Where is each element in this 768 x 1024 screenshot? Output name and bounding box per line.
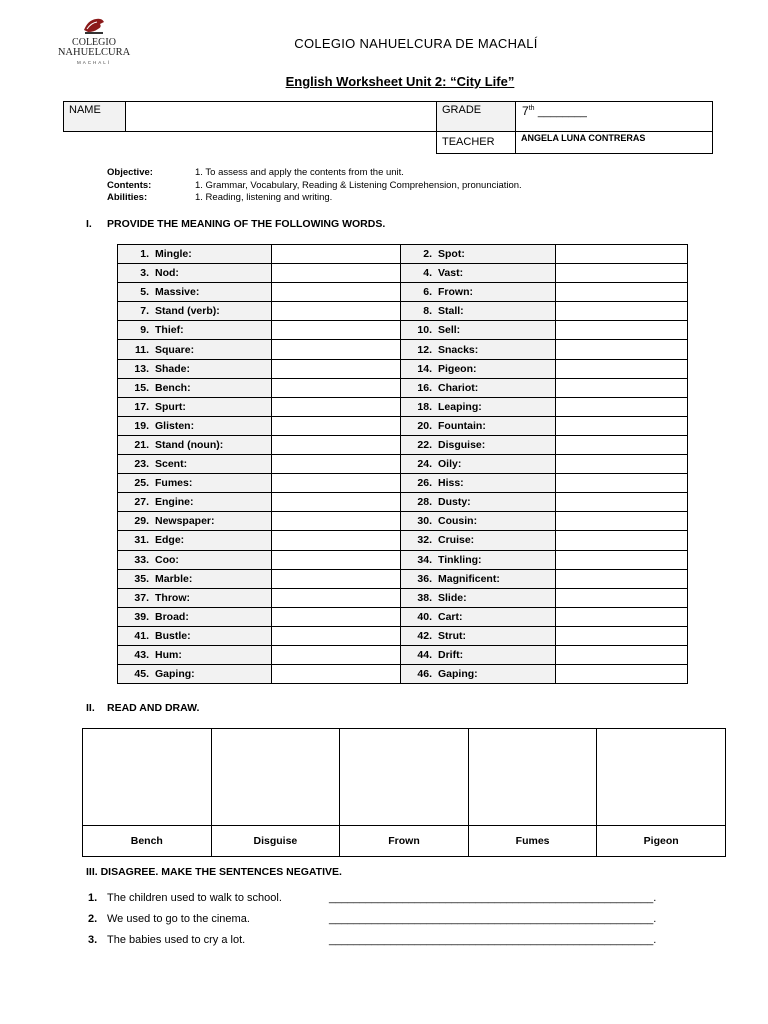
contents-label: Contents: bbox=[107, 179, 152, 191]
vocab-word: Disguise: bbox=[438, 438, 486, 451]
vocabulary-table bbox=[117, 244, 687, 684]
vocab-answer-cell[interactable] bbox=[556, 245, 688, 264]
vocab-word-cell bbox=[401, 645, 556, 664]
section-3-title: DISAGREE. MAKE THE SENTENCES NEGATIVE. bbox=[100, 866, 342, 878]
vocab-word: Slide: bbox=[438, 591, 467, 604]
vocab-word-cell bbox=[118, 645, 272, 664]
school-name: COLEGIO NAHUELCURA DE MACHALÍ bbox=[294, 36, 538, 51]
vocab-number: 15. bbox=[134, 381, 149, 394]
vocab-word-cell bbox=[401, 607, 556, 626]
vocab-word: Bustle: bbox=[155, 629, 191, 642]
objective-row bbox=[107, 167, 522, 180]
vocabulary-row bbox=[118, 359, 688, 378]
vocab-answer-cell[interactable] bbox=[556, 474, 688, 493]
vocab-number: 12. bbox=[417, 343, 432, 356]
vocabulary-row bbox=[118, 302, 688, 321]
abilities-row bbox=[107, 192, 522, 205]
logo-line-3: MACHALÍ bbox=[76, 60, 111, 65]
draw-box[interactable] bbox=[340, 729, 469, 826]
section-2-title: READ AND DRAW. bbox=[107, 702, 200, 714]
vocab-word: Engine: bbox=[155, 496, 194, 509]
vocab-answer-cell[interactable] bbox=[272, 302, 401, 321]
vocab-word: Spurt: bbox=[155, 400, 186, 413]
vocabulary-row bbox=[118, 588, 688, 607]
vocab-word-cell bbox=[118, 607, 272, 626]
vocab-number: 30. bbox=[417, 515, 432, 528]
vocab-number: 21. bbox=[134, 438, 149, 451]
vocab-answer-cell[interactable] bbox=[272, 569, 401, 588]
vocab-number: 28. bbox=[417, 496, 432, 509]
vocab-word: Edge: bbox=[155, 534, 185, 547]
vocab-answer-cell[interactable] bbox=[556, 378, 688, 397]
vocab-word: Throw: bbox=[155, 591, 190, 604]
vocab-answer-cell[interactable] bbox=[272, 397, 401, 416]
vocab-number: 39. bbox=[134, 610, 149, 623]
vocab-word-cell bbox=[401, 321, 556, 340]
name-field[interactable] bbox=[125, 101, 437, 132]
vocab-word-cell bbox=[401, 588, 556, 607]
contents-text: 1. Grammar, Vocabulary, Reading & Listening Comprehension, pronunciation. bbox=[195, 179, 522, 191]
vocabulary-row bbox=[118, 512, 688, 531]
section-2-numeral: II. bbox=[86, 702, 95, 714]
vocab-word: Hum: bbox=[155, 649, 182, 662]
vocab-answer-cell[interactable] bbox=[556, 607, 688, 626]
sentence-text: The children used to walk to school. bbox=[107, 892, 282, 904]
draw-label: Disguise bbox=[211, 826, 340, 857]
vocabulary-row bbox=[118, 665, 688, 684]
answer-line[interactable]: _____________________________________________________. bbox=[329, 934, 657, 946]
draw-table bbox=[82, 728, 726, 853]
vocab-answer-cell[interactable] bbox=[272, 665, 401, 684]
vocab-word-cell bbox=[401, 550, 556, 569]
vocab-word-cell bbox=[401, 416, 556, 435]
vocab-answer-cell[interactable] bbox=[272, 435, 401, 454]
vocabulary-row bbox=[118, 493, 688, 512]
vocab-word-cell bbox=[118, 378, 272, 397]
vocab-number: 24. bbox=[417, 458, 432, 471]
vocab-number: 5. bbox=[140, 286, 149, 299]
vocab-word: Vast: bbox=[438, 267, 464, 280]
vocab-word-cell bbox=[401, 665, 556, 684]
teacher-label: TEACHER bbox=[442, 136, 495, 148]
section-2-heading bbox=[86, 702, 199, 714]
vocab-answer-cell[interactable] bbox=[556, 340, 688, 359]
draw-label: Fumes bbox=[468, 826, 597, 857]
teacher-field bbox=[515, 131, 713, 154]
vocabulary-row bbox=[118, 416, 688, 435]
vocab-word: Sell: bbox=[438, 324, 461, 337]
vocab-number: 2. bbox=[423, 248, 432, 261]
grade-label: GRADE bbox=[442, 104, 482, 116]
vocab-word-cell bbox=[118, 665, 272, 684]
objective-label: Objective: bbox=[107, 167, 153, 178]
vocab-number: 18. bbox=[417, 400, 432, 413]
section-3-heading bbox=[86, 866, 342, 878]
vocab-word: Drift: bbox=[438, 649, 464, 662]
vocab-word-cell bbox=[118, 416, 272, 435]
vocab-number: 19. bbox=[134, 419, 149, 432]
vocab-word: Gaping: bbox=[155, 668, 195, 681]
vocab-answer-cell[interactable] bbox=[272, 321, 401, 340]
vocab-answer-cell[interactable] bbox=[556, 512, 688, 531]
vocab-word-cell bbox=[118, 359, 272, 378]
vocabulary-row bbox=[118, 569, 688, 588]
sentence-row bbox=[88, 892, 688, 904]
name-label: NAME bbox=[69, 104, 101, 116]
vocab-word-cell bbox=[401, 397, 556, 416]
vocab-number: 45. bbox=[134, 668, 149, 681]
vocabulary-row bbox=[118, 645, 688, 664]
vocab-number: 46. bbox=[417, 668, 432, 681]
grade-sup: th bbox=[528, 105, 535, 112]
vocab-word: Thief: bbox=[155, 324, 184, 337]
vocab-word: Strut: bbox=[438, 629, 466, 642]
logo-line-2: NAHUELCURA bbox=[57, 47, 131, 58]
vocab-word-cell bbox=[118, 302, 272, 321]
worksheet-title: English Worksheet Unit 2: “City Life” bbox=[285, 74, 515, 89]
vocab-number: 26. bbox=[417, 477, 432, 490]
vocab-number: 17. bbox=[134, 400, 149, 413]
vocab-word-cell bbox=[401, 378, 556, 397]
vocab-word: Magnificent: bbox=[438, 572, 500, 585]
grade-field[interactable] bbox=[515, 101, 713, 132]
vocab-answer-cell[interactable] bbox=[556, 435, 688, 454]
objectives-block bbox=[107, 167, 522, 205]
vocab-answer-cell[interactable] bbox=[556, 665, 688, 684]
answer-line[interactable]: _____________________________________________________. bbox=[329, 913, 657, 925]
vocab-word: Oily: bbox=[438, 458, 462, 471]
vocab-word-cell bbox=[401, 474, 556, 493]
vocab-number: 43. bbox=[134, 649, 149, 662]
vocab-word-cell bbox=[401, 302, 556, 321]
vocab-word: Mingle: bbox=[155, 248, 192, 261]
vocab-word-cell bbox=[118, 474, 272, 493]
vocabulary-row bbox=[118, 626, 688, 645]
sentence-number: 1. bbox=[88, 892, 98, 904]
vocab-word: Scent: bbox=[155, 458, 188, 471]
vocab-word-cell bbox=[401, 264, 556, 283]
vocab-answer-cell[interactable] bbox=[556, 321, 688, 340]
grade-value: 7 bbox=[522, 104, 529, 118]
grade-blank: ________ bbox=[537, 106, 587, 118]
vocabulary-row bbox=[118, 321, 688, 340]
vocab-answer-cell[interactable] bbox=[556, 397, 688, 416]
vocab-word-cell bbox=[401, 531, 556, 550]
vocab-word: Snacks: bbox=[438, 343, 479, 356]
vocab-number: 11. bbox=[134, 343, 149, 356]
vocab-word: Dusty: bbox=[438, 496, 471, 509]
vocab-word: Cruise: bbox=[438, 534, 475, 547]
vocab-word-cell bbox=[118, 493, 272, 512]
vocab-word: Nod: bbox=[155, 267, 179, 280]
vocab-answer-cell[interactable] bbox=[556, 588, 688, 607]
vocab-word-cell bbox=[401, 626, 556, 645]
draw-box[interactable] bbox=[597, 729, 726, 826]
vocab-word: Spot: bbox=[438, 248, 465, 261]
vocab-number: 29. bbox=[134, 515, 149, 528]
draw-box[interactable] bbox=[211, 729, 340, 826]
vocab-word-cell bbox=[401, 283, 556, 302]
sentence-row bbox=[88, 934, 688, 946]
draw-box[interactable] bbox=[83, 729, 212, 826]
vocab-word-cell bbox=[401, 512, 556, 531]
vocab-word-cell bbox=[118, 512, 272, 531]
vocab-number: 14. bbox=[417, 362, 432, 375]
vocab-word: Bench: bbox=[155, 381, 191, 394]
vocab-answer-cell[interactable] bbox=[272, 340, 401, 359]
answer-line[interactable]: _____________________________________________________. bbox=[329, 892, 657, 904]
vocab-answer-cell[interactable] bbox=[272, 493, 401, 512]
vocab-word-cell bbox=[401, 435, 556, 454]
vocab-number: 10. bbox=[417, 324, 432, 337]
section-1-heading bbox=[86, 218, 385, 230]
vocabulary-row bbox=[118, 474, 688, 493]
vocab-word: Massive: bbox=[155, 286, 200, 299]
vocab-number: 4. bbox=[423, 267, 432, 280]
vocab-word: Fountain: bbox=[438, 419, 486, 432]
vocab-word-cell bbox=[401, 340, 556, 359]
section-1-title: PROVIDE THE MEANING OF THE FOLLOWING WORDS. bbox=[107, 218, 386, 230]
teacher-label-cell bbox=[436, 131, 516, 154]
vocab-word: Coo: bbox=[155, 553, 179, 566]
abilities-label: Abilities: bbox=[107, 192, 148, 203]
vocab-number: 31. bbox=[134, 534, 149, 547]
vocab-number: 8. bbox=[423, 305, 432, 318]
vocab-answer-cell[interactable] bbox=[272, 264, 401, 283]
vocab-word-cell bbox=[401, 569, 556, 588]
vocab-answer-cell[interactable] bbox=[556, 359, 688, 378]
section-3-numeral: III. bbox=[86, 866, 98, 878]
vocab-word: Tinkling: bbox=[438, 553, 482, 566]
vocab-word-cell bbox=[118, 245, 272, 264]
vocabulary-row bbox=[118, 264, 688, 283]
vocab-word-cell bbox=[118, 321, 272, 340]
vocab-word: Chariot: bbox=[438, 381, 479, 394]
vocabulary-row bbox=[118, 378, 688, 397]
vocab-word: Frown: bbox=[438, 286, 473, 299]
vocab-word: Stand (verb): bbox=[155, 305, 220, 318]
vocab-number: 33. bbox=[134, 553, 149, 566]
vocab-word-cell bbox=[118, 588, 272, 607]
sentence-row bbox=[88, 913, 688, 925]
vocab-word: Stall: bbox=[438, 305, 464, 318]
vocab-answer-cell[interactable] bbox=[272, 416, 401, 435]
vocab-number: 6. bbox=[423, 286, 432, 299]
vocab-answer-cell[interactable] bbox=[272, 455, 401, 474]
vocab-word-cell bbox=[118, 455, 272, 474]
vocabulary-row bbox=[118, 245, 688, 264]
vocab-word-cell bbox=[118, 626, 272, 645]
vocab-number: 20. bbox=[417, 419, 432, 432]
vocab-number: 38. bbox=[417, 591, 432, 604]
vocabulary-row bbox=[118, 283, 688, 302]
vocab-number: 37. bbox=[134, 591, 149, 604]
vocab-word: Cousin: bbox=[438, 515, 478, 528]
vocab-word: Broad: bbox=[155, 610, 189, 623]
vocab-word: Marble: bbox=[155, 572, 193, 585]
sentence-number: 3. bbox=[88, 934, 98, 946]
name-label-cell bbox=[63, 101, 126, 132]
vocab-word: Hiss: bbox=[438, 477, 464, 490]
vocabulary-row bbox=[118, 397, 688, 416]
vocab-number: 41. bbox=[134, 629, 149, 642]
vocab-word: Leaping: bbox=[438, 400, 482, 413]
logo-line-1: COLEGIO bbox=[72, 37, 116, 48]
vocab-answer-cell[interactable] bbox=[556, 416, 688, 435]
vocab-number: 23. bbox=[134, 458, 149, 471]
vocab-answer-cell[interactable] bbox=[272, 474, 401, 493]
vocabulary-row bbox=[118, 550, 688, 569]
vocab-word-cell bbox=[118, 283, 272, 302]
vocab-answer-cell[interactable] bbox=[272, 645, 401, 664]
vocab-word-cell bbox=[118, 569, 272, 588]
vocab-answer-cell[interactable] bbox=[556, 283, 688, 302]
vocab-word-cell bbox=[401, 245, 556, 264]
vocabulary-row bbox=[118, 531, 688, 550]
vocab-word-cell bbox=[118, 435, 272, 454]
vocab-word: Pigeon: bbox=[438, 362, 477, 375]
vocab-answer-cell[interactable] bbox=[556, 626, 688, 645]
draw-label: Frown bbox=[340, 826, 469, 857]
vocab-word: Shade: bbox=[155, 362, 191, 375]
section-1-numeral: I. bbox=[86, 218, 92, 230]
objective-text: 1. To assess and apply the contents from the unit. bbox=[195, 167, 404, 178]
crest-icon bbox=[82, 16, 106, 36]
vocab-answer-cell[interactable] bbox=[272, 359, 401, 378]
vocab-number: 13. bbox=[134, 362, 149, 375]
vocab-number: 27. bbox=[134, 496, 149, 509]
vocab-answer-cell[interactable] bbox=[272, 245, 401, 264]
vocab-number: 35. bbox=[134, 572, 149, 585]
vocab-number: 34. bbox=[417, 553, 432, 566]
vocab-number: 44. bbox=[417, 649, 432, 662]
vocabulary-row bbox=[118, 340, 688, 359]
vocab-answer-cell[interactable] bbox=[556, 493, 688, 512]
vocab-answer-cell[interactable] bbox=[556, 302, 688, 321]
vocab-answer-cell[interactable] bbox=[272, 378, 401, 397]
vocab-answer-cell[interactable] bbox=[272, 283, 401, 302]
draw-label: Pigeon bbox=[597, 826, 726, 857]
draw-label: Bench bbox=[83, 826, 212, 857]
sentence-text: We used to go to the cinema. bbox=[107, 913, 250, 925]
vocab-word: Gaping: bbox=[438, 668, 478, 681]
vocab-answer-cell[interactable] bbox=[272, 626, 401, 645]
vocab-number: 3. bbox=[140, 267, 149, 280]
teacher-value: ANGELA LUNA CONTRERAS bbox=[521, 133, 646, 143]
vocab-word-cell bbox=[401, 493, 556, 512]
vocab-word-cell bbox=[401, 455, 556, 474]
vocab-word: Newspaper: bbox=[155, 515, 215, 528]
vocab-word-cell bbox=[118, 397, 272, 416]
vocab-number: 32. bbox=[417, 534, 432, 547]
vocab-number: 9. bbox=[140, 324, 149, 337]
vocab-word-cell bbox=[401, 359, 556, 378]
sentence-text: The babies used to cry a lot. bbox=[107, 934, 246, 946]
vocab-number: 42. bbox=[417, 629, 432, 642]
vocab-answer-cell[interactable] bbox=[556, 569, 688, 588]
vocab-number: 7. bbox=[140, 305, 149, 318]
vocab-word-cell bbox=[118, 531, 272, 550]
vocab-answer-cell[interactable] bbox=[272, 512, 401, 531]
contents-row bbox=[107, 180, 522, 193]
vocab-word: Fumes: bbox=[155, 477, 193, 490]
vocab-word-cell bbox=[118, 340, 272, 359]
vocab-word-cell bbox=[118, 264, 272, 283]
vocabulary-row bbox=[118, 607, 688, 626]
vocabulary-row bbox=[118, 455, 688, 474]
vocab-number: 25. bbox=[134, 477, 149, 490]
vocabulary-row bbox=[118, 435, 688, 454]
vocab-word: Cart: bbox=[438, 610, 463, 623]
vocab-number: 40. bbox=[417, 610, 432, 623]
vocab-answer-cell[interactable] bbox=[556, 264, 688, 283]
vocab-word: Glisten: bbox=[155, 419, 195, 432]
vocab-answer-cell[interactable] bbox=[272, 607, 401, 626]
vocab-answer-cell[interactable] bbox=[272, 531, 401, 550]
vocab-number: 16. bbox=[417, 381, 432, 394]
vocab-number: 1. bbox=[140, 248, 149, 261]
vocab-answer-cell[interactable] bbox=[556, 531, 688, 550]
vocab-answer-cell[interactable] bbox=[556, 455, 688, 474]
vocab-word: Stand (noun): bbox=[155, 438, 224, 451]
grade-label-cell bbox=[436, 101, 516, 132]
vocab-word-cell bbox=[118, 550, 272, 569]
student-info-table bbox=[63, 101, 713, 154]
vocab-number: 22. bbox=[417, 438, 432, 451]
vocab-word: Square: bbox=[155, 343, 195, 356]
vocab-answer-cell[interactable] bbox=[556, 550, 688, 569]
vocab-number: 36. bbox=[417, 572, 432, 585]
draw-box[interactable] bbox=[468, 729, 597, 826]
vocab-answer-cell[interactable] bbox=[556, 645, 688, 664]
vocab-answer-cell[interactable] bbox=[272, 588, 401, 607]
sentence-number: 2. bbox=[88, 913, 98, 925]
abilities-text: 1. Reading, listening and writing. bbox=[195, 192, 333, 203]
vocab-answer-cell[interactable] bbox=[272, 550, 401, 569]
